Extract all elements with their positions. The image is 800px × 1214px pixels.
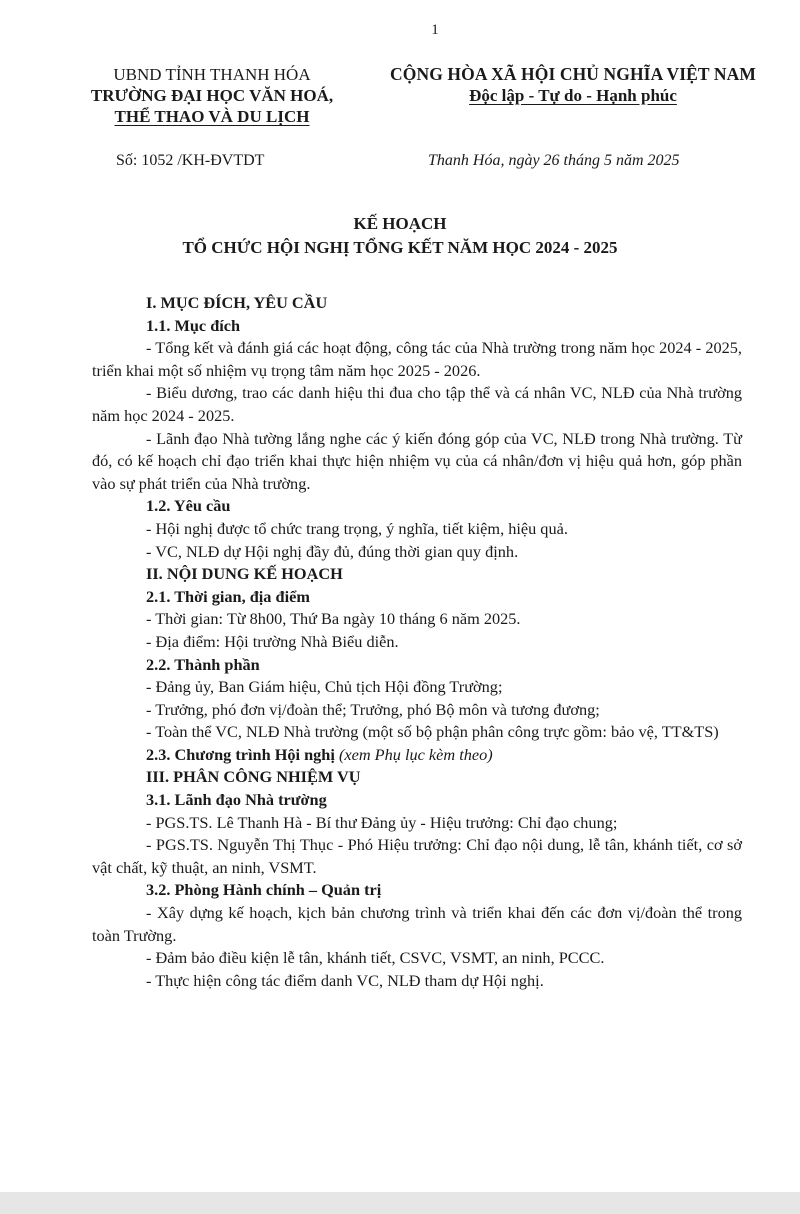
program-note: (xem Phụ lục kèm theo) bbox=[338, 744, 493, 764]
paragraph: - Hội nghị được tổ chức trang trọng, ý nghĩa, tiết kiệm, hiệu quả. bbox=[146, 518, 568, 538]
paragraph: - Trưởng, phó đơn vị/đoàn thể; Trưởng, phó Bộ môn và tương đương; bbox=[146, 699, 600, 719]
paragraph: - PGS.TS. Lê Thanh Hà - Bí thư Đảng ủy - Hiệu trưởng: Chỉ đạo chung; bbox=[146, 812, 618, 832]
paragraph: - Tổng kết và đánh giá các hoạt động, công tác của Nhà trường trong năm học 2024 - 2025, triển khai một số nhiệm vụ trọng tâm năm học 2025 - 2026. bbox=[92, 338, 742, 380]
document-date: Thanh Hóa, ngày 26 tháng 5 năm 2025 bbox=[428, 152, 680, 169]
issuing-authority bbox=[72, 64, 352, 127]
document-subtitle: TỔ CHỨC HỘI NGHỊ TỔNG KẾT NĂM HỌC 2024 - 2025 bbox=[182, 238, 618, 257]
paragraph: - PGS.TS. Nguyễn Thị Thục - Phó Hiệu trưởng: Chỉ đạo nội dung, lễ tân, khánh tiết, cơ sở vật chất, kỹ thuật, an ninh, VSMT. bbox=[92, 835, 742, 877]
paragraph: - Đảng ủy, Ban Giám hiệu, Chủ tịch Hội đồng Trường; bbox=[146, 677, 503, 697]
subsection-heading: 2.1. Thời gian, địa điểm bbox=[146, 586, 310, 606]
section-heading: III. PHÂN CÔNG NHIỆM VỤ bbox=[146, 767, 361, 787]
subsection-heading: 1.1. Mục đích bbox=[146, 315, 241, 335]
paragraph: - Địa điểm: Hội trường Nhà Biểu diễn. bbox=[146, 631, 399, 651]
national-title: CỘNG HÒA XÃ HỘI CHỦ NGHĨA VIỆT NAM bbox=[390, 64, 756, 84]
section-heading: II. NỘI DUNG KẾ HOẠCH bbox=[146, 564, 343, 584]
paragraph: - Xây dựng kế hoạch, kịch bản chương trình và triển khai đến các đơn vị/đoàn thể trong toàn Trường. bbox=[92, 903, 742, 945]
page-number: 1 bbox=[431, 22, 439, 38]
paragraph: - Biểu dương, trao các danh hiệu thi đua cho tập thể và cá nhân VC, NLĐ của Nhà trường năm học 2024 - 2025. bbox=[92, 383, 742, 425]
authority-line-2: TRƯỜNG ĐẠI HỌC VĂN HOÁ, bbox=[90, 86, 334, 105]
national-header bbox=[368, 64, 778, 106]
document-number: Số: 1052 /KH-ĐVTDT bbox=[116, 152, 265, 169]
authority-line-3: THỂ THAO VÀ DU LỊCH bbox=[114, 107, 310, 126]
authority-line-1: UBND TỈNH THANH HÓA bbox=[113, 65, 311, 84]
subsection-heading bbox=[92, 744, 742, 767]
subsection-heading: 2.2. Thành phần bbox=[146, 654, 260, 674]
subsection-heading: 3.1. Lãnh đạo Nhà trường bbox=[146, 790, 327, 810]
paragraph: - Toàn thể VC, NLĐ Nhà trường (một số bộ phận phân công trực gồm: bảo vệ, TT&TS) bbox=[146, 722, 719, 742]
section-heading: I. MỤC ĐÍCH, YÊU CẦU bbox=[146, 293, 328, 312]
paragraph: - Thực hiện công tác điểm danh VC, NLĐ tham dự Hội nghị. bbox=[146, 970, 544, 990]
document-title: KẾ HOẠCH bbox=[353, 214, 447, 233]
paragraph: - Đảm bảo điều kiện lễ tân, khánh tiết, CSVC, VSMT, an ninh, PCCC. bbox=[146, 948, 605, 968]
bottom-strip bbox=[0, 1192, 800, 1214]
program-heading: 2.3. Chương trình Hội nghị bbox=[146, 744, 335, 764]
paragraph: - Thời gian: Từ 8h00, Thứ Ba ngày 10 tháng 6 năm 2025. bbox=[146, 609, 521, 629]
paragraph: - Lãnh đạo Nhà tường lắng nghe các ý kiến đóng góp của VC, NLĐ trong Nhà trường. Từ đó, có kế hoạch chỉ đạo triển khai thực hiện nhiệm vụ của cá nhân/đơn vị hiệu quả hơn, góp phần vào sự phát triển của Nhà trường. bbox=[92, 428, 742, 493]
document-body bbox=[92, 292, 742, 992]
national-motto: Độc lập - Tự do - Hạnh phúc bbox=[469, 86, 677, 105]
subsection-heading: 1.2. Yêu cầu bbox=[146, 496, 231, 516]
paragraph: - VC, NLĐ dự Hội nghị đầy đủ, đúng thời gian quy định. bbox=[146, 541, 519, 561]
subsection-heading: 3.2. Phòng Hành chính – Quản trị bbox=[146, 880, 382, 900]
